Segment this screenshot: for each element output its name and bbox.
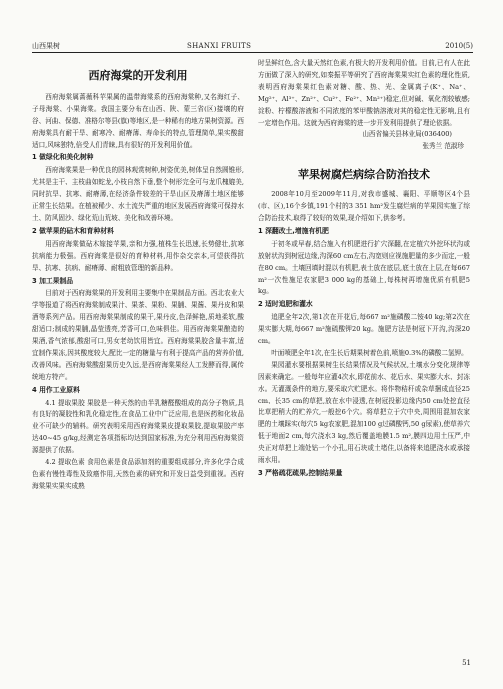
running-header xyxy=(32,40,473,53)
section-heading: 4 用作工业原料 xyxy=(32,385,80,394)
section-heading: 2 做苹果的砧木和育种材料 xyxy=(32,226,114,235)
article1-intro: 西府海棠属蔷薇科苹果属的温带海棠系的西府海棠种,又名海红子、子母海棠、小果海棠。我国主要分布在山西、陕、蒙三省(区)接壤的府谷、河曲、保德、准格尔等县(旗)等地区,是一种稀有的地方果树资源。西府海棠具有耐干旱、耐寒冷、耐瘠薄、寿命长的特点,管理简单,果实酸甜适口,风味独特,倍受人们青睐,具有很好的开发利用价值。 xyxy=(32,92,244,149)
section-paragraph: 追肥全年2次,第1次在开花后,每667 m²施磷酸二铵40 kg;第2次在果实膨大期,每667 m²施硫酸钾20 kg。施肥方法是树冠下开沟,沟深20 cm。 xyxy=(258,313,470,346)
section-paragraph: 叶面喷肥全年1次,在生长后期果树着色前,喷施0.3%的磷酸二氢钾。 xyxy=(271,348,468,357)
article-title-1: 西府海棠的开发利用 xyxy=(88,69,188,82)
journal-name-en: SHANXI FRUITS xyxy=(187,42,252,50)
section-paragraph: 于初冬或早春,结合施入有机肥进行扩穴深翻,在定植穴外挖环状沟或放射状沟到树冠边缘,沟深60 cm左右,沟宽则应视施肥量的多少而定,一般在80 cm。土壤回填时混以有机肥,表土放在底层,底土放在上层,在每667 m²一次性施足农家肥3 000 kg的基础上,每株树再增施优质有机肥5 kg。 xyxy=(258,239,470,296)
section-paragraph: 西府海棠果是一种优良的园林观赏树种,树姿优美,树体呈自然圆锥形,尤其是主干、主枝曲如蛇龙,小枝自然下垂,整个树形完全可与龙爪槐媲美,同时抗旱、抗寒、耐瘠薄,在经济条件较差的干旱山区及瘠薄土地区能够正常生长结果。在植被稀少、水土流失严重的地区发展西府海棠可保持水土、防风固沙、绿化荒山荒坡、美化和改善环境。 xyxy=(32,166,244,222)
section-paragraph: 果园灌水要根据果树生长结果情况及气候状况,土壤水分变化规律等因素来确定。一般每年应灌4次水,即花前水、花后水、果实膨大水、封冻水。无灌溉条件的地方,要采取穴贮肥水。将作物秸秆或杂草捆成直径25 cm、长35 cm的草把,放在水中浸透,在树冠投影边缘内50 cm处挖直径比草把稍大的贮养穴,一般挖6个穴。将草把立于穴中央,周围用混加农家肥的土壤踩实(每穴5 kg农家肥,混加100 g过磷酸钙,50 g尿素),使草养穴低于地面2 cm,每穴浇水3 kg,然后覆盖地膜1.5 m²,膜四边用土压严,中央正对草把上端处钻一个小孔,用石块或土堵住,以备将来追肥浇水或承接雨水用。 xyxy=(258,360,470,465)
article2-intro: 2008年10月至2009年11月,对我市盛城、襄阳、平顺等区4个县(市、区),16个乡镇,191个村的3 351 hm²发生腐烂病的苹果园实施了综合防治技术,取得了较好的效果,现介绍如下,供参考。 xyxy=(258,190,470,222)
article-title-2: 苹果树腐烂病综合防治技术 xyxy=(298,168,430,182)
section-paragraph: 目前对于西府海棠果的开发利用主要集中在果制品方面。西北农业大学等报道了将西府海棠制成果汁、果茶、果粉、果脯、果酱、果丹皮和果酒等系列产品。用西府海棠果制成的果干,果丹皮,色泽鲜艳,质地柔软,酸甜适口;制成的果脯,晶莹透亮,芳香可口,色味俱佳。用西府海棠果酿造的果酒,香气浓郁,酸甜可口,男女老幼饮用皆宜。西府海棠果胶含量丰富,适宜制作果冻,因其酸度较大,配比一定的糖量与有利于提高产品的营养价值,改善风味。西府海棠酸甜果历史久远,是西府海棠果经人工发酵而得,属传统地方特产。 xyxy=(32,289,244,381)
continued-paragraph: 时呈鲜红色,含大量天然红色素,有极大的开发利用价值。目前,已有人在此方面做了深入的研究,如秦振平等研究了西府海棠果实红色素的理化性质,表明西府海棠果红色素对糖、酸、热、光、金属离子(K⁺、Na⁺、Mg²⁺、Al³⁺、Zn²⁺、Cu²⁺、Fe²⁺、Mn²⁺)稳定,但对碱、氧化剂较敏感;淀粉、柠檬酸溶液和不同浓度的苯甲酸钠溶液对其的稳定性无影响,且有一定增色作用。这就为西府海棠的进一步开发利用提供了理论依据。 xyxy=(258,59,470,127)
journal-name-cn: 山西果树 xyxy=(32,42,60,50)
author-affiliation: 山西省偏关县林业局(036400) xyxy=(362,130,452,139)
issue-number: 2010(5) xyxy=(445,42,473,50)
section-heading: 1 深翻改土,增施有机肥 xyxy=(258,226,329,235)
section-heading: 1 做绿化和美化树种 xyxy=(32,153,94,162)
left-column xyxy=(32,58,244,493)
subsection-paragraph: 4.2 提取色素 食用色素是食品添加剂的重要组成部分,许多化学合成色素有慢性毒性及致癌作用,天然色素的研究和开发日益受到重视。西府海棠果实果实成熟 xyxy=(32,458,244,490)
page-number: 51 xyxy=(462,659,471,667)
section-heading: 3 严格疏花疏果,控制结果量 xyxy=(258,469,343,477)
section-paragraph: 用西府海棠做砧木嫁接苹果,亲和力强,植株生长迅速,长势健壮,抗寒抗病能力极强。西府海棠是很好的育种材料,用作杂交亲本,可望获得抗旱、抗寒、抗病、耐瘠薄、耐粗放管理的新品种。 xyxy=(32,239,244,272)
section-heading: 2 适时追肥和灌水 xyxy=(258,300,313,309)
subsection-paragraph: 4.1 提取果胶 果胶是一种天然的由半乳糖醛酸组成的高分子物质,具有良好的凝胶性和乳化稳定性,在食品工业中广泛应用,也是医药和化妆品业不可缺少的辅料。研究表明采用西府海棠果皮提取果胶,提取果胶产率达40~45 g/kg,经测定各项指标均达到国家标准,为充分利用西府海棠资源提供了依据。 xyxy=(32,398,244,455)
section-heading: 3 加工果制品 xyxy=(32,276,74,285)
author-names: 张秀兰 范淑珍 xyxy=(422,142,464,151)
right-column xyxy=(258,58,470,481)
